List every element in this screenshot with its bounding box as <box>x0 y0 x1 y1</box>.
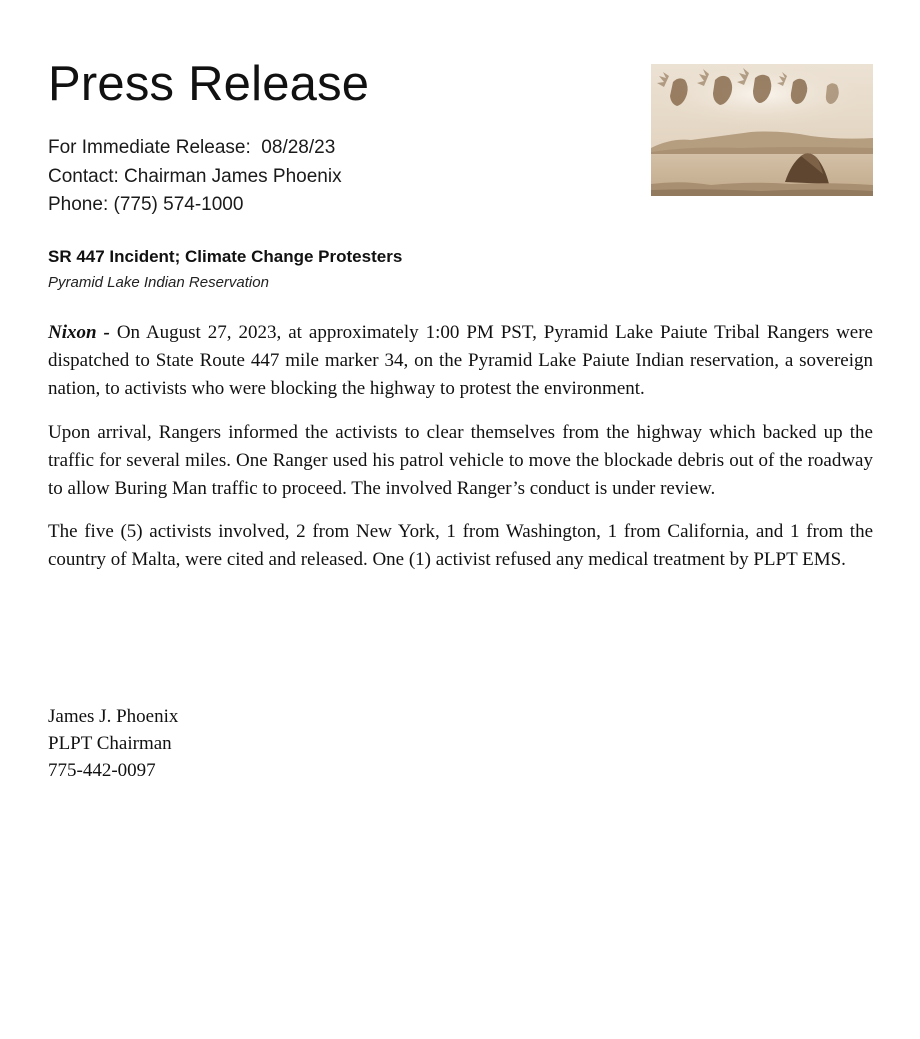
signature-name: James J. Phoenix <box>48 706 179 727</box>
contact-line: Contact: Chairman James Phoenix <box>48 165 342 187</box>
news-headline: SR 447 Incident; Climate Change Protesters <box>48 247 403 266</box>
signature-title: PLPT Chairman <box>48 733 172 754</box>
signature-phone: 775-442-0097 <box>48 760 156 781</box>
signature-block <box>48 703 178 784</box>
release-date-line: For Immediate Release: 08/28/23 <box>48 137 336 158</box>
article-body <box>48 319 873 590</box>
paragraph-3: The five (5) activists involved, 2 from New York, 1 from Washington, 1 from California, and 1 from the country of Malta, were cited and released. One (1) activist refused any medical treatment by PLPT EMS. <box>48 521 873 571</box>
phone-line: Phone: (775) 574-1000 <box>48 194 244 216</box>
page-title: Press Release <box>48 57 370 111</box>
paragraph-1 <box>48 319 873 404</box>
paragraph-1-text: On August 27, 2023, at approximately 1:00 PM PST, Pyramid Lake Paiute Tribal Rangers were dispatched to State Route 447 mile marker 34, on the Pyramid Lake Paiute Indian reservation, a sovereign nation, to activists who were blocking the highway to protest the environment. <box>48 322 873 400</box>
paragraph-2: Upon arrival, Rangers informed the activists to clear themselves from the highway which backed up the traffic for several miles. One Ranger used his patrol vehicle to move the blockade debris out of the roadway to allow Buring Man traffic to proceed. The involved Ranger’s conduct is under review. <box>48 421 873 500</box>
contact-block <box>48 134 342 220</box>
sepia-lake-image <box>651 64 873 196</box>
dateline: Nixon - <box>48 322 110 343</box>
location-subhead: Pyramid Lake Indian Reservation <box>48 274 269 291</box>
